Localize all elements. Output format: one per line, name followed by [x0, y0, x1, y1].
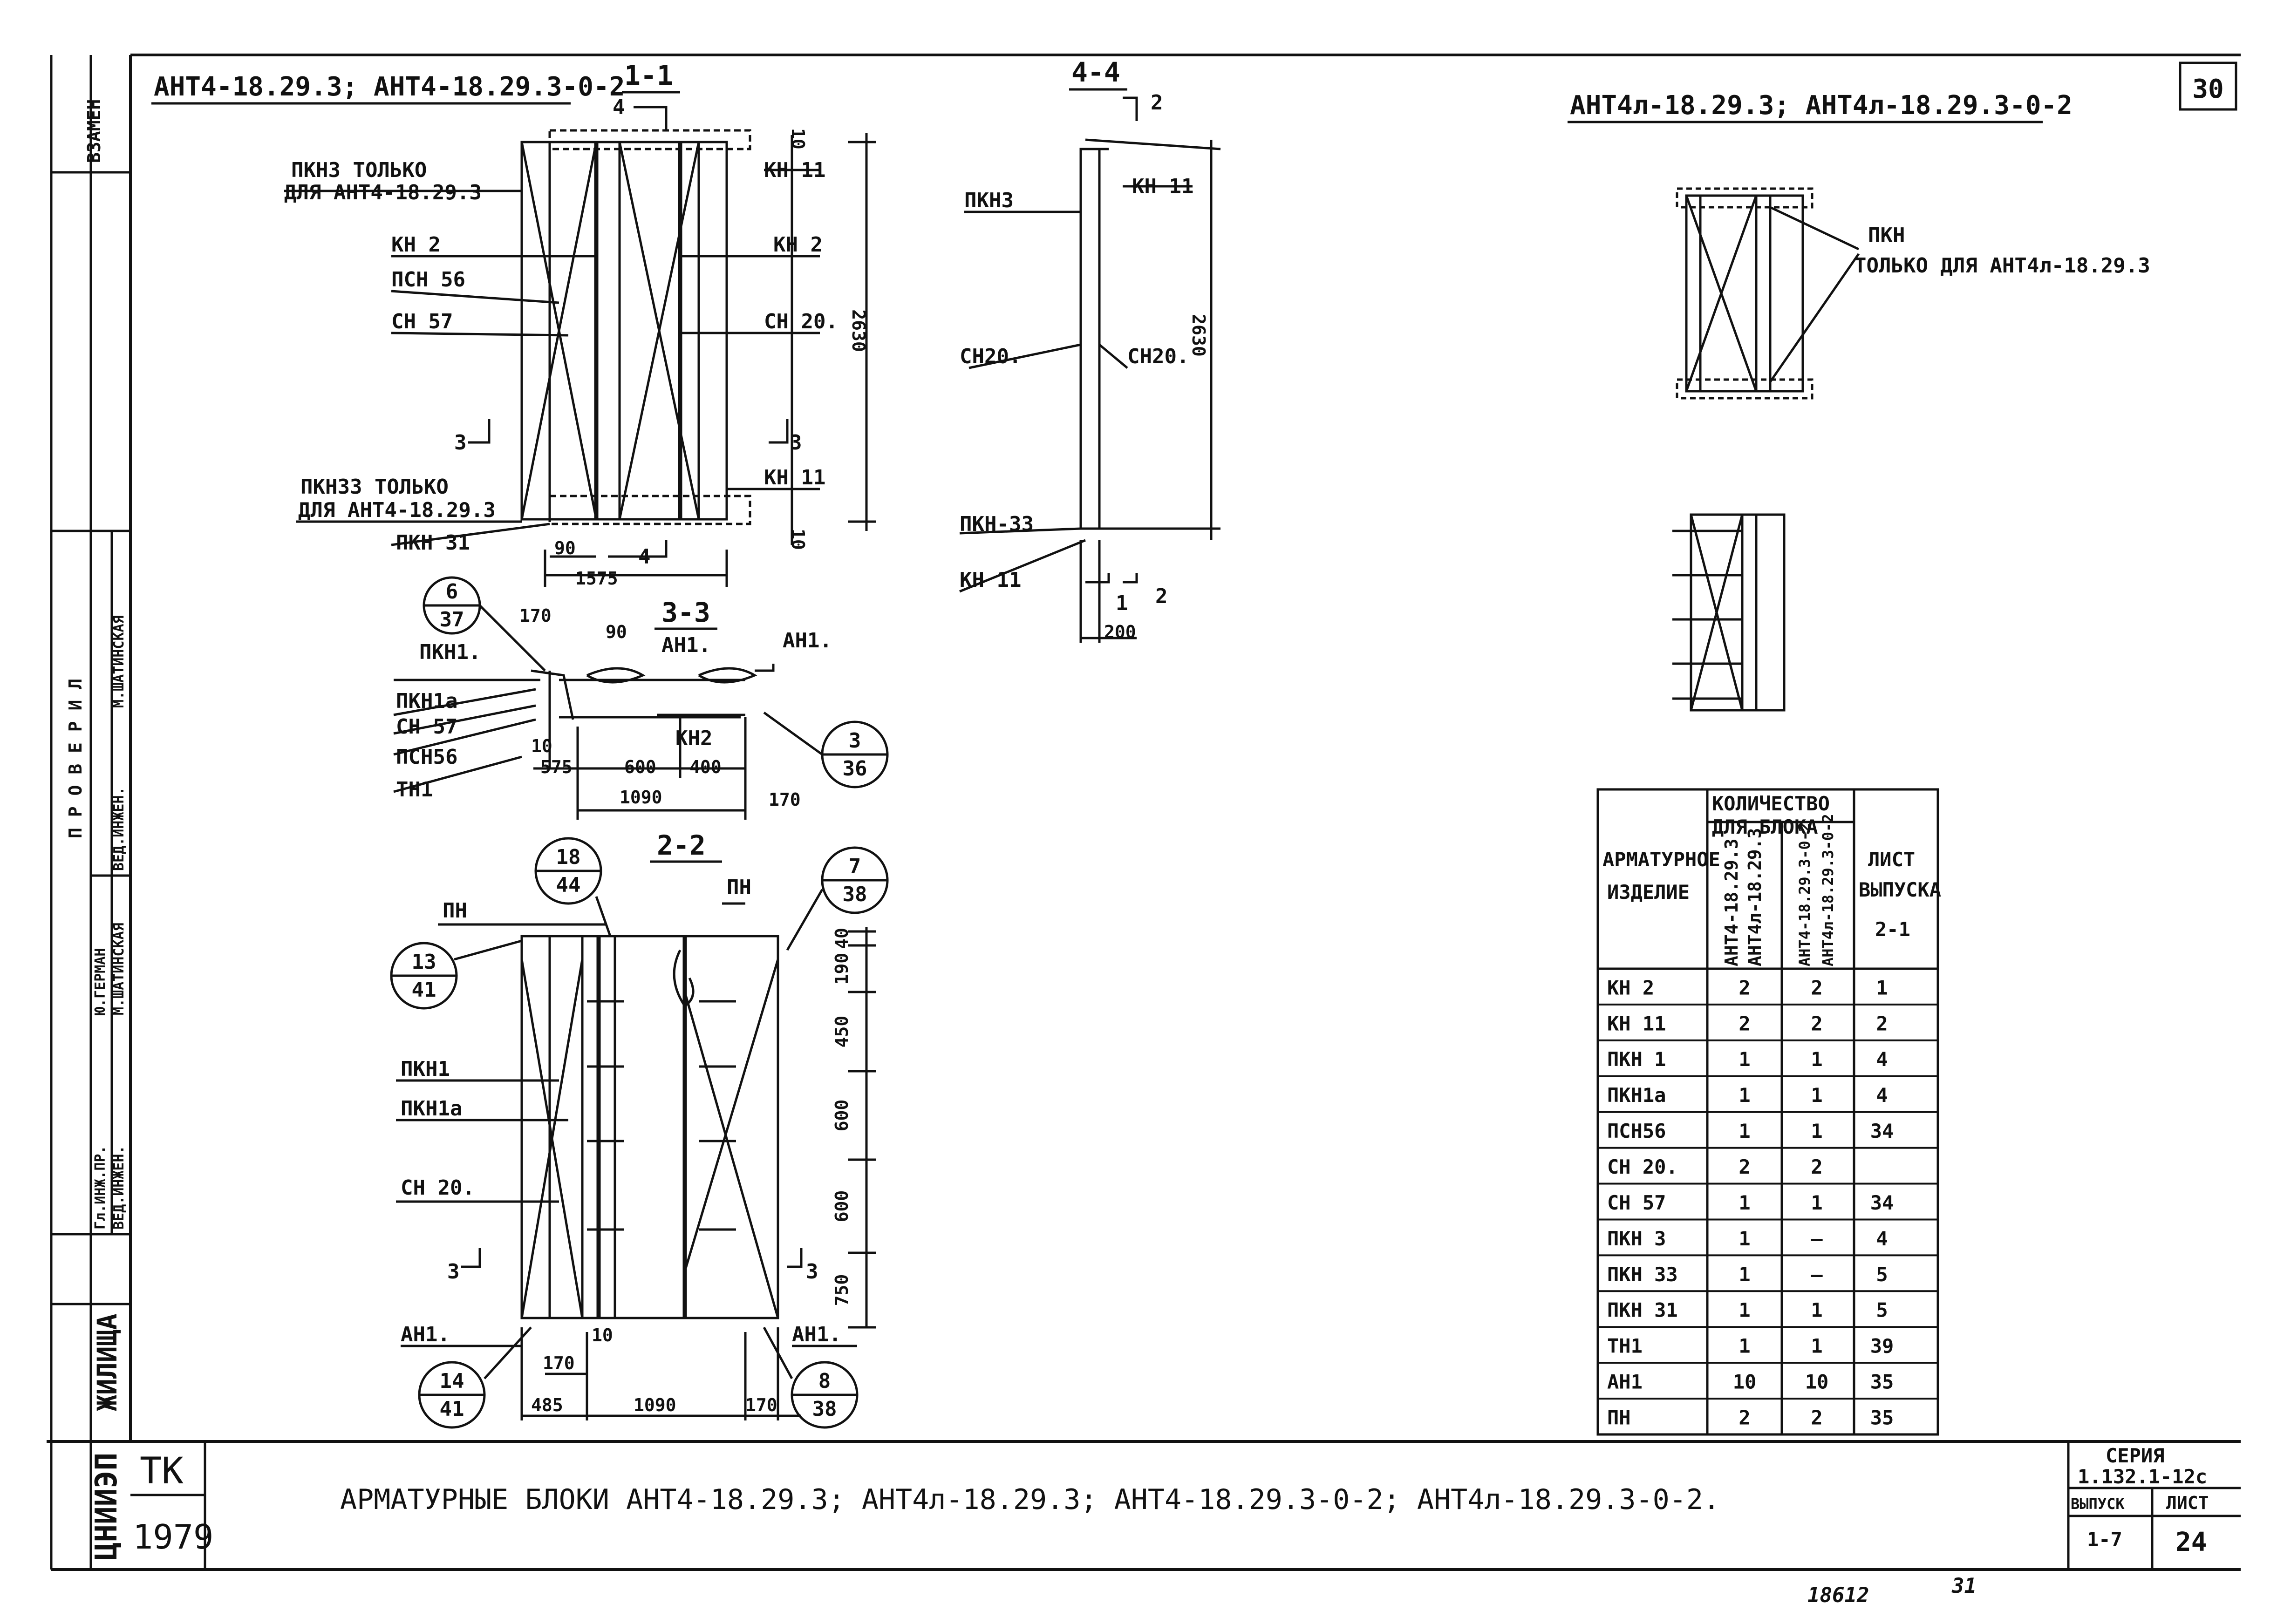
section-3-3-title: 3-3: [661, 597, 710, 628]
dim-170: 170: [543, 1353, 575, 1373]
dim-170-b: 170: [769, 789, 801, 810]
table-head-item-b: ИЗДЕЛИЕ: [1607, 881, 1690, 904]
dim-600-b: 600: [832, 1190, 852, 1223]
table-cell-r5-c1: 2: [1739, 1155, 1751, 1178]
section-3-3: [394, 578, 887, 820]
table-cell-r1-c1: 2: [1739, 1012, 1751, 1035]
title-main: АРМАТУРНЫЕ БЛОКИ АНТ4-18.29.3; АНТ4л-18.29.3; АНТ4-18.29.3-0-2; АНТ4л-18.29.3-0-2.: [340, 1483, 1720, 1516]
table-cell-r6-c1: 1: [1739, 1191, 1751, 1214]
ref-6-number: 6: [445, 580, 458, 604]
cut-mark-1: 1: [1116, 591, 1128, 615]
table-head-col1-a: АНТ4-18.29.3: [1721, 838, 1742, 966]
title-block: [130, 1441, 2241, 1570]
stamp-row3-name: М.ШАТИНСКАЯ: [111, 615, 127, 708]
dim-200: 200: [1104, 622, 1136, 642]
title-sheet-label: ЛИСТ: [2166, 1493, 2209, 1513]
ref-18-sheet: 44: [556, 873, 581, 897]
side-stamp: [51, 55, 130, 1570]
table-cell-r4-c1: 1: [1739, 1120, 1751, 1143]
table-cell-r10-c2: 1: [1811, 1334, 1823, 1358]
table-cell-r4-c0: ПСН56: [1607, 1120, 1666, 1143]
table-cell-r11-c2: 10: [1805, 1370, 1829, 1393]
table-cell-r12-c0: ПН: [1607, 1406, 1631, 1429]
table-cell-r5-c0: СН 20.: [1607, 1155, 1678, 1178]
stamp-row1-role: Гл.ИНЖ.ПР.: [92, 1145, 109, 1230]
stamp-proveril: П Р О В Е Р И Л: [65, 678, 86, 838]
dim-10-bottom: 10: [788, 529, 808, 550]
dim-40: 40: [832, 928, 852, 949]
table-head-sheet-b: ВЫПУСКА: [1859, 878, 1942, 901]
title-tk: ТК: [140, 1450, 184, 1492]
section-4-4-title: 4-4: [1071, 56, 1120, 88]
dim-485: 485: [531, 1395, 563, 1415]
table-cell-r9-c2: 1: [1811, 1298, 1823, 1322]
table-cell-r11-c1: 10: [1732, 1370, 1757, 1393]
table-cell-r1-c2: 2: [1811, 1012, 1823, 1035]
table-cell-r4-c3: 34: [1870, 1120, 1894, 1143]
label-pkn1a: ПКН1а: [396, 689, 458, 713]
table-cell-r3-c1: 1: [1739, 1084, 1751, 1107]
table-cell-r1-c0: КН 11: [1607, 1012, 1666, 1035]
table-cell-r11-c0: АН1: [1607, 1370, 1643, 1393]
dim-190: 190: [832, 952, 852, 985]
dim-575: 575: [540, 757, 573, 777]
title-sheet-value: 24: [2175, 1527, 2207, 1557]
label-kn11-bottom: КН 11: [764, 466, 826, 489]
table-cell-r0-c2: 2: [1811, 976, 1823, 999]
dim-400: 400: [689, 757, 722, 777]
ref-7-number: 7: [848, 855, 861, 878]
label-kn2-left: КН 2: [391, 233, 441, 257]
label-tn1: ТН1: [396, 778, 433, 802]
dim-600-a: 600: [832, 1099, 852, 1132]
dim-2630: 2630: [848, 309, 869, 352]
table-cell-r10-c1: 1: [1739, 1334, 1751, 1358]
ref-6-sheet: 37: [439, 608, 464, 632]
left-header: АНТ4-18.29.3; АНТ4-18.29.3-0-2: [154, 72, 625, 102]
table-cell-r8-c3: 5: [1876, 1263, 1888, 1286]
title-year: 1979: [133, 1517, 214, 1556]
stamp-vzamen: ВЗАМЕН: [84, 99, 104, 163]
dim-1090: 1090: [634, 1395, 676, 1415]
table-cell-r7-c1: 1: [1739, 1227, 1751, 1250]
label-pkn1: ПКН1.: [419, 640, 481, 664]
section-2-2: [391, 829, 887, 1427]
sheet-frame: [47, 55, 2241, 1570]
table-cell-r7-c2: –: [1811, 1227, 1823, 1250]
table-cell-r10-c0: ТН1: [1607, 1334, 1643, 1358]
label-kn2-right: КН 2: [773, 233, 823, 257]
stamp-row1-name: Ю.ГЕРМАН: [92, 948, 109, 1015]
table-cell-r2-c0: ПКН 1: [1607, 1048, 1666, 1071]
dim-600: 600: [624, 757, 656, 777]
dim-2630-44: 2630: [1188, 314, 1209, 357]
dim-10-top: 10: [788, 128, 808, 149]
section-1-1: [284, 60, 876, 589]
label-kn2: КН2: [675, 727, 713, 750]
dim-10: 10: [531, 736, 552, 756]
right-note-pkn: ПКН: [1868, 224, 1905, 247]
table-head-col2-a: АНТ4-18.29.3-0-2: [1796, 822, 1814, 966]
table-cell-r12-c3: 35: [1870, 1406, 1894, 1429]
table-cell-r9-c0: ПКН 31: [1607, 1298, 1678, 1322]
label-pkn33: ПКН-33: [960, 512, 1034, 536]
stamp-row3-role: ВЕД.ИНЖЕН.: [111, 787, 127, 871]
table-cell-r7-c3: 4: [1876, 1227, 1888, 1250]
right-header: АНТ4л-18.29.3; АНТ4л-18.29.3-0-2: [1570, 90, 2073, 121]
label-pkn1: ПКН1: [401, 1057, 450, 1081]
cut-mark-2-bottom: 2: [1155, 584, 1168, 608]
table-cell-r3-c2: 1: [1811, 1084, 1823, 1107]
table-head-qty-b: ДЛЯ БЛОКА: [1712, 815, 1818, 838]
table-cell-r2-c2: 1: [1811, 1048, 1823, 1071]
table-cell-r4-c2: 1: [1811, 1120, 1823, 1143]
label-psn56: ПСН56: [396, 745, 458, 769]
dim-170-b: 170: [745, 1395, 777, 1415]
table-cell-r0-c0: КН 2: [1607, 976, 1655, 999]
label-sn20: СН 20.: [764, 310, 838, 333]
section-2-2-title: 2-2: [657, 829, 706, 861]
table-cell-r8-c0: ПКН 33: [1607, 1263, 1678, 1286]
table-cell-r5-c2: 2: [1811, 1155, 1823, 1178]
label-kn11-top: КН 11: [1132, 175, 1194, 198]
ref-8-sheet: 38: [812, 1397, 837, 1421]
table-cell-r12-c2: 2: [1811, 1406, 1823, 1429]
table-cell-r1-c3: 2: [1876, 1012, 1888, 1035]
right-note-only-for: ТОЛЬКО ДЛЯ АНТ4л-18.29.3: [1854, 254, 2150, 278]
table-cell-r0-c3: 1: [1876, 976, 1888, 999]
section-4-4: [960, 56, 1220, 643]
table-cell-r3-c0: ПКН1а: [1607, 1084, 1666, 1107]
ref-8-number: 8: [818, 1369, 831, 1393]
label-an1-left: АН1.: [401, 1323, 450, 1346]
table-cell-r6-c0: СН 57: [1607, 1191, 1666, 1214]
ref-3-number: 3: [848, 729, 861, 753]
dim-170-a: 170: [519, 605, 552, 626]
label-sn57: СН 57: [396, 715, 458, 739]
dim-90: 90: [554, 538, 576, 558]
label-sn20-right: СН20.: [1127, 345, 1189, 368]
cut-mark-3-right: 3: [806, 1260, 818, 1284]
title-issue-label: ВЫПУСК: [2071, 1495, 2125, 1513]
right-sketches: [1672, 189, 2150, 710]
label-sn57: СН 57: [391, 310, 453, 333]
dim-450: 450: [832, 1015, 852, 1048]
label-pkn31: ПКН 31: [396, 531, 470, 555]
dim-1575: 1575: [575, 568, 618, 589]
stamp-org-a: ЦНИИЭП: [89, 1452, 124, 1560]
table-cell-r9-c3: 5: [1876, 1298, 1888, 1322]
label-pn-left: ПН: [443, 899, 467, 923]
page-number: 30: [2192, 74, 2224, 104]
label-sn20: СН 20.: [401, 1176, 475, 1200]
table-body: [1607, 976, 1894, 1429]
stamp-row2-name: М.ШАТИНСКАЯ: [111, 923, 127, 1015]
dim-1090: 1090: [620, 787, 662, 808]
label-pkn3: ПКН3: [964, 189, 1014, 212]
table-head-sheet-c: 2-1: [1875, 918, 1910, 941]
label-kn11-bottom: КН 11: [960, 568, 1022, 592]
section-1-1-title: 1-1: [624, 60, 673, 91]
ref-13-sheet: 41: [411, 978, 436, 1002]
table-cell-r11-c3: 35: [1870, 1370, 1894, 1393]
label-pkn3-for: ДЛЯ АНТ4-18.29.3: [284, 181, 482, 204]
table-head-sheet-a: ЛИСТ: [1868, 848, 1916, 871]
footer-number: 18612: [1807, 1583, 1869, 1607]
label-pkn33-for: ДЛЯ АНТ4-18.29.3: [298, 498, 496, 522]
stamp-org-b: ЖИЛИЩА: [91, 1313, 123, 1411]
cut-mark-3-left: 3: [454, 431, 467, 455]
label-pkn33-only: ПКН33 ТОЛЬКО: [300, 475, 449, 499]
ref-3-sheet: 36: [842, 757, 867, 781]
label-pkn1a: ПКН1а: [401, 1097, 463, 1121]
label-pkn3-only: ПКН3 ТОЛЬКО: [291, 158, 427, 182]
label-an1-right: АН1.: [792, 1323, 841, 1346]
stamp-row2-role: ВЕД.ИНЖЕН.: [111, 1145, 127, 1230]
table-head-col1-b: АНТ4л-18.29.3: [1745, 828, 1765, 966]
table-cell-r7-c0: ПКН 3: [1607, 1227, 1666, 1250]
table-cell-r3-c3: 4: [1876, 1084, 1888, 1107]
dim-10: 10: [592, 1325, 613, 1345]
title-series-label: СЕРИЯ: [2106, 1444, 2165, 1467]
table-head-col2-b: АНТ4л-18.29.3-0-2: [1819, 814, 1837, 966]
label-an1-a: АН1.: [661, 633, 711, 657]
dim-750: 750: [832, 1274, 852, 1306]
table-cell-r9-c1: 1: [1739, 1298, 1751, 1322]
cut-mark-3-right: 3: [790, 431, 802, 455]
ref-7-sheet: 38: [842, 883, 867, 906]
table-head-qty-a: КОЛИЧЕСТВО: [1712, 792, 1830, 815]
footer-number-2: 31: [1952, 1574, 1977, 1598]
label-kn11-top: КН 11: [764, 158, 826, 182]
cut-mark-3-left: 3: [447, 1260, 460, 1284]
table-cell-r6-c2: 1: [1811, 1191, 1823, 1214]
label-psn56: ПСН 56: [391, 268, 465, 292]
label-an1-b: АН1.: [783, 629, 832, 652]
label-sn20-left: СН20.: [960, 345, 1022, 368]
table-head-item-a: АРМАТУРНОЕ: [1602, 848, 1720, 871]
table-cell-r12-c1: 2: [1739, 1406, 1751, 1429]
ref-13-number: 13: [411, 950, 436, 974]
table-cell-r0-c1: 2: [1739, 976, 1751, 999]
cut-mark-2-top: 2: [1151, 91, 1163, 115]
table-cell-r8-c2: –: [1811, 1263, 1823, 1286]
label-pn-right: ПН: [727, 876, 751, 899]
table-cell-r2-c1: 1: [1739, 1048, 1751, 1071]
title-issue-value: 1-7: [2087, 1528, 2122, 1551]
ref-14-sheet: 41: [439, 1397, 464, 1421]
ref-14-number: 14: [439, 1369, 464, 1393]
ref-18-number: 18: [556, 845, 581, 869]
table-cell-r8-c1: 1: [1739, 1263, 1751, 1286]
cut-mark-4-top: 4: [613, 95, 625, 119]
dim-90: 90: [606, 622, 627, 642]
table-cell-r6-c3: 34: [1870, 1191, 1894, 1214]
spec-table: [1598, 789, 1941, 1434]
table-cell-r2-c3: 4: [1876, 1048, 1888, 1071]
table-cell-r10-c3: 39: [1870, 1334, 1894, 1358]
cut-mark-4-bottom: 4: [638, 545, 651, 569]
title-series-value: 1.132.1-12с: [2078, 1465, 2208, 1488]
